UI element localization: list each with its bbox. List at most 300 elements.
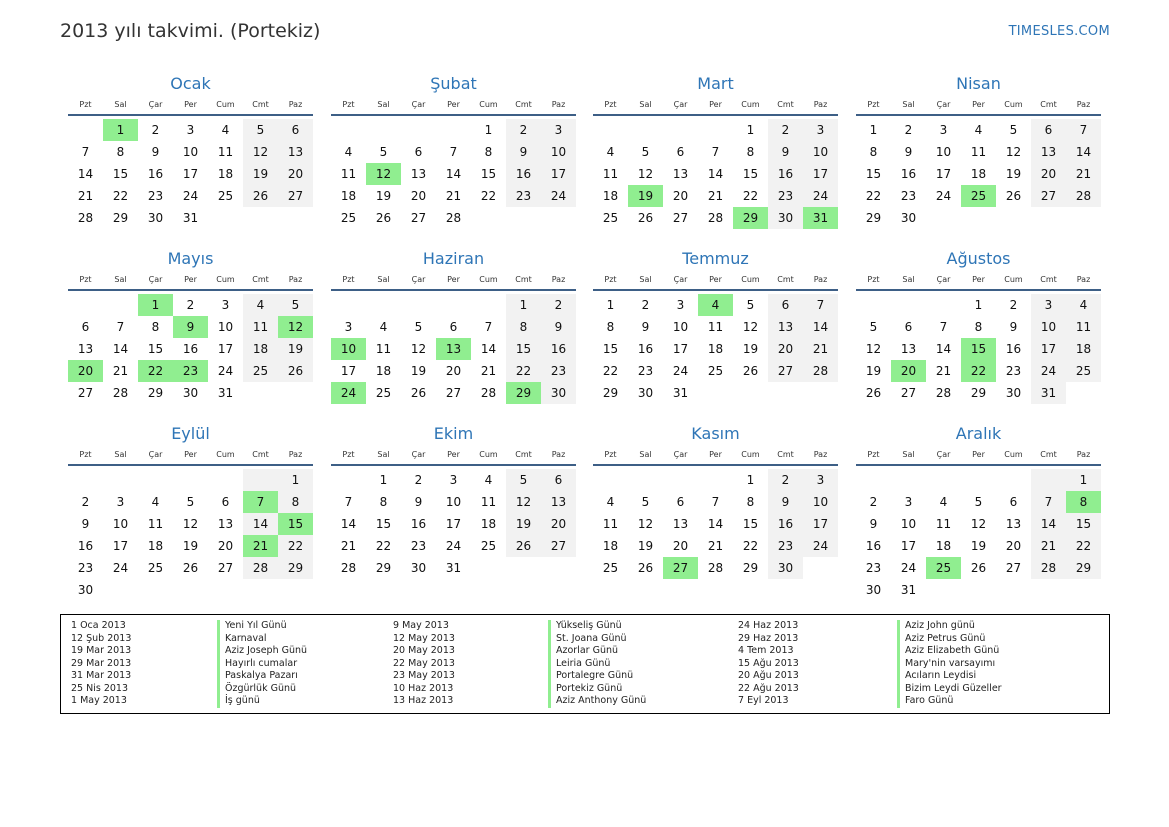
holiday-name: Paskalya Pazarı — [225, 670, 298, 681]
holiday-name: Yükseliş Günü — [556, 620, 622, 631]
day-cell: 26 — [375, 211, 392, 225]
day-cell: 7 — [81, 145, 90, 159]
day-cell: 16 — [147, 167, 164, 181]
day-cell: 3 — [186, 123, 195, 137]
day-cell: 25 — [602, 561, 619, 575]
empty-cell — [68, 119, 103, 141]
day-cell: 14 — [1066, 141, 1101, 163]
day-cell: 13 — [217, 517, 234, 531]
day-cell: 31 — [900, 583, 917, 597]
holiday-name: Karnaval — [225, 632, 267, 644]
empty-cell — [803, 557, 838, 579]
day-cell: 12 — [970, 517, 987, 531]
day-cell: 14 — [77, 167, 94, 181]
holiday-date: 4 Tem 2013 — [738, 645, 794, 656]
day-cell: 18 — [340, 189, 357, 203]
day-cell: 28 — [243, 557, 278, 579]
day-cell: 27 — [278, 185, 313, 207]
day-cell: 3 — [803, 469, 838, 491]
day-cell: 5 — [186, 495, 195, 509]
day-cell: 2 — [414, 473, 423, 487]
day-cell: 10 — [445, 495, 462, 509]
day-cell: 18 — [217, 167, 234, 181]
empty-cell — [961, 469, 996, 491]
empty-cell — [768, 382, 803, 404]
day-cell: 1 — [278, 469, 313, 491]
month-1 — [68, 73, 313, 229]
day-cell: 14 — [445, 167, 462, 181]
weekday-label: Çar — [673, 450, 688, 459]
day-cell: 11 — [243, 316, 278, 338]
weekday-label: Sal — [114, 450, 127, 459]
day-cell: 4 — [243, 294, 278, 316]
day-cell: 6 — [541, 469, 576, 491]
weekday-label: Cum — [216, 100, 235, 109]
day-cell: 18 — [970, 167, 987, 181]
day-cell: 23 — [637, 364, 654, 378]
day-cell: 27 — [900, 386, 917, 400]
day-cell: 22 — [506, 360, 541, 382]
month-name: Mayıs — [167, 249, 214, 268]
holiday-date: 23 May 2013 — [393, 670, 455, 681]
day-cell: 23 — [865, 561, 882, 575]
weekday-label: Pzt — [604, 450, 617, 459]
day-cell: 9 — [541, 316, 576, 338]
day-cell: 4 — [484, 473, 493, 487]
day-cell: 7 — [803, 294, 838, 316]
day-cell: 14 — [243, 513, 278, 535]
weekday-label: Çar — [936, 100, 951, 109]
weekday-label: Sal — [902, 100, 915, 109]
day-cell: 30 — [637, 386, 654, 400]
holiday-day-cell: 8 — [1066, 491, 1101, 513]
day-cell: 14 — [935, 342, 952, 356]
day-cell: 29 — [375, 561, 392, 575]
day-cell: 28 — [77, 211, 94, 225]
day-cell: 25 — [375, 386, 392, 400]
day-cell: 12 — [410, 342, 427, 356]
day-cell: 24 — [112, 561, 129, 575]
day-cell: 15 — [147, 342, 164, 356]
empty-cell — [1066, 382, 1101, 404]
day-cell: 19 — [742, 342, 759, 356]
month-name: Temmuz — [682, 249, 749, 268]
day-cell: 27 — [217, 561, 234, 575]
weekday-label: Cum — [1004, 450, 1023, 459]
day-cell: 16 — [900, 167, 917, 181]
holiday-name: Aziz Anthony Günü — [556, 695, 647, 706]
day-cell: 14 — [112, 342, 129, 356]
weekday-label: Per — [972, 100, 985, 109]
day-cell: 27 — [1031, 185, 1066, 207]
day-cell: 30 — [768, 557, 803, 579]
holiday-name: Hayırlı cumalar — [225, 657, 298, 669]
day-cell: 3 — [803, 119, 838, 141]
day-cell: 24 — [803, 185, 838, 207]
day-cell: 10 — [803, 491, 838, 513]
day-cell: 31 — [672, 386, 689, 400]
day-cell: 9 — [414, 495, 423, 509]
day-cell: 29 — [112, 211, 129, 225]
day-cell: 27 — [768, 360, 803, 382]
day-cell: 16 — [506, 163, 541, 185]
day-cell: 21 — [445, 189, 462, 203]
day-cell: 5 — [1009, 123, 1018, 137]
weekday-label: Cum — [479, 275, 498, 284]
day-cell: 3 — [541, 119, 576, 141]
day-cell: 17 — [672, 342, 689, 356]
holiday-day-cell: 24 — [331, 382, 366, 404]
day-cell: 13 — [900, 342, 917, 356]
day-cell: 26 — [182, 561, 199, 575]
weekday-label: Per — [972, 450, 985, 459]
weekday-label: Cmt — [252, 450, 269, 459]
day-cell: 19 — [506, 513, 541, 535]
holiday-day-cell: 23 — [173, 360, 208, 382]
weekday-label: Paz — [551, 450, 566, 459]
day-cell: 23 — [147, 189, 164, 203]
day-cell: 18 — [375, 364, 392, 378]
day-cell: 9 — [869, 517, 878, 531]
weekday-label: Cum — [741, 275, 760, 284]
weekday-label: Cmt — [515, 275, 532, 284]
day-cell: 12 — [742, 320, 759, 334]
holiday-date: 25 Nis 2013 — [71, 682, 128, 694]
day-grid — [593, 469, 838, 579]
empty-cell — [1066, 207, 1101, 229]
weekday-label: Paz — [1076, 275, 1091, 284]
holiday-name: Faro Günü — [905, 695, 954, 706]
day-cell: 1 — [379, 473, 388, 487]
weekday-header — [68, 446, 313, 466]
day-cell: 18 — [480, 517, 497, 531]
day-cell: 4 — [1066, 294, 1101, 316]
day-cell: 12 — [637, 517, 654, 531]
day-cell: 10 — [935, 145, 952, 159]
holiday-name: Acıların Leydisi — [905, 670, 977, 681]
weekday-label: Cum — [479, 100, 498, 109]
weekday-label: Cum — [741, 100, 760, 109]
holiday-day-cell: 19 — [628, 185, 663, 207]
holiday-day-cell: 15 — [278, 513, 313, 535]
day-cell: 26 — [1005, 189, 1022, 203]
day-cell: 1 — [746, 123, 755, 137]
day-cell: 7 — [116, 320, 125, 334]
day-cell: 28 — [340, 561, 357, 575]
day-cell: 23 — [768, 185, 803, 207]
day-cell: 20 — [672, 539, 689, 553]
holiday-date: 22 May 2013 — [393, 657, 455, 669]
empty-cell — [961, 207, 996, 229]
day-cell: 16 — [541, 338, 576, 360]
day-cell: 30 — [900, 211, 917, 225]
month-2 — [331, 73, 576, 229]
day-cell: 25 — [602, 211, 619, 225]
day-cell: 10 — [1031, 316, 1066, 338]
day-cell: 18 — [1066, 338, 1101, 360]
day-cell: 26 — [742, 364, 759, 378]
day-grid — [68, 294, 313, 404]
day-cell: 8 — [379, 495, 388, 509]
month-7 — [593, 248, 838, 404]
weekday-header — [331, 446, 576, 466]
holiday-day-cell: 15 — [961, 338, 996, 360]
day-cell: 23 — [1005, 364, 1022, 378]
weekday-label: Cum — [1004, 275, 1023, 284]
holiday-date: 22 Ağu 2013 — [738, 682, 799, 694]
holiday-name: Leiria Günü — [556, 657, 611, 669]
day-cell: 1 — [746, 473, 755, 487]
weekday-header — [593, 96, 838, 116]
day-cell: 10 — [900, 517, 917, 531]
weekday-label: Paz — [288, 100, 303, 109]
month-name: Ocak — [170, 74, 211, 93]
day-cell: 26 — [637, 211, 654, 225]
month-name: Mart — [697, 74, 734, 93]
weekday-label: Çar — [673, 100, 688, 109]
holiday-name: İş günü — [225, 695, 260, 706]
day-cell: 16 — [637, 342, 654, 356]
empty-cell — [173, 469, 208, 491]
empty-cell — [698, 382, 733, 404]
empty-cell — [278, 207, 313, 229]
holiday-name: Portekiz Günü — [556, 682, 623, 694]
day-cell: 21 — [803, 338, 838, 360]
day-cell: 23 — [541, 360, 576, 382]
holiday-date: 29 Haz 2013 — [738, 632, 799, 644]
holiday-day-cell: 20 — [68, 360, 103, 382]
day-cell: 26 — [278, 360, 313, 382]
holiday-day-cell: 1 — [138, 294, 173, 316]
day-cell: 15 — [602, 342, 619, 356]
day-cell: 20 — [410, 189, 427, 203]
empty-cell — [366, 119, 401, 141]
empty-cell — [436, 119, 471, 141]
empty-cell — [856, 294, 891, 316]
holiday-date: 15 Ağu 2013 — [738, 657, 799, 669]
day-cell: 8 — [974, 320, 983, 334]
weekday-label: Cmt — [252, 100, 269, 109]
day-cell: 18 — [602, 539, 619, 553]
empty-cell — [506, 557, 541, 579]
weekday-header — [856, 446, 1101, 466]
day-cell: 1 — [1066, 469, 1101, 491]
day-cell: 15 — [506, 338, 541, 360]
day-grid — [593, 119, 838, 229]
empty-cell — [331, 294, 366, 316]
day-cell: 22 — [742, 189, 759, 203]
holiday-day-cell: 22 — [138, 360, 173, 382]
day-cell: 16 — [1005, 342, 1022, 356]
weekday-label: Paz — [551, 100, 566, 109]
day-cell: 9 — [904, 145, 913, 159]
day-cell: 2 — [506, 119, 541, 141]
empty-cell — [1031, 469, 1066, 491]
day-cell: 8 — [116, 145, 125, 159]
day-cell: 15 — [742, 167, 759, 181]
site-brand-link[interactable]: TIMESLES.COM — [1008, 24, 1110, 39]
weekday-label: Cmt — [515, 100, 532, 109]
day-cell: 23 — [506, 185, 541, 207]
day-cell: 20 — [217, 539, 234, 553]
day-cell: 6 — [1031, 119, 1066, 141]
day-cell: 30 — [768, 207, 803, 229]
day-cell: 17 — [900, 539, 917, 553]
day-cell: 21 — [340, 539, 357, 553]
day-cell: 16 — [182, 342, 199, 356]
weekday-label: Per — [184, 450, 197, 459]
month-9 — [68, 423, 313, 601]
day-cell: 25 — [480, 539, 497, 553]
weekday-label: Paz — [813, 450, 828, 459]
day-cell: 17 — [1031, 338, 1066, 360]
day-cell: 26 — [506, 535, 541, 557]
day-cell: 11 — [1066, 316, 1101, 338]
day-cell: 19 — [865, 364, 882, 378]
empty-cell — [541, 207, 576, 229]
day-cell: 11 — [375, 342, 392, 356]
holiday-name: Portalegre Günü — [556, 670, 634, 681]
empty-cell — [243, 579, 278, 601]
empty-cell — [663, 469, 698, 491]
day-cell: 12 — [1005, 145, 1022, 159]
day-cell: 3 — [221, 298, 230, 312]
day-cell: 26 — [637, 561, 654, 575]
day-cell: 28 — [707, 211, 724, 225]
weekday-label: Cmt — [1040, 450, 1057, 459]
day-cell: 27 — [410, 211, 427, 225]
holiday-names-column — [217, 620, 307, 708]
day-cell: 1 — [606, 298, 615, 312]
day-cell: 2 — [869, 495, 878, 509]
day-cell: 30 — [182, 386, 199, 400]
day-cell: 15 — [112, 167, 129, 181]
month-name: Ağustos — [946, 249, 1011, 268]
day-cell: 10 — [672, 320, 689, 334]
day-cell: 15 — [375, 517, 392, 531]
day-cell: 5 — [278, 294, 313, 316]
day-cell: 22 — [278, 535, 313, 557]
day-cell: 2 — [768, 119, 803, 141]
empty-cell — [1031, 579, 1066, 601]
empty-cell — [1031, 207, 1066, 229]
day-cell: 29 — [970, 386, 987, 400]
day-cell: 12 — [865, 342, 882, 356]
day-cell: 29 — [602, 386, 619, 400]
day-cell: 4 — [221, 123, 230, 137]
holiday-names-column — [548, 620, 646, 708]
day-cell: 6 — [1009, 495, 1018, 509]
day-grid — [593, 294, 838, 404]
day-cell: 20 — [541, 513, 576, 535]
day-cell: 12 — [243, 141, 278, 163]
day-cell: 16 — [768, 163, 803, 185]
day-cell: 19 — [410, 364, 427, 378]
weekday-label: Sal — [902, 275, 915, 284]
day-cell: 7 — [1066, 119, 1101, 141]
weekday-label: Pzt — [79, 450, 92, 459]
day-cell: 21 — [1066, 163, 1101, 185]
day-cell: 22 — [480, 189, 497, 203]
day-cell: 20 — [768, 338, 803, 360]
day-cell: 8 — [151, 320, 160, 334]
weekday-label: Per — [184, 275, 197, 284]
day-grid — [331, 119, 576, 229]
empty-cell — [103, 294, 138, 316]
day-cell: 2 — [641, 298, 650, 312]
weekday-label: Çar — [148, 275, 163, 284]
empty-cell — [243, 382, 278, 404]
empty-cell — [506, 207, 541, 229]
day-cell: 6 — [221, 495, 230, 509]
day-cell: 19 — [637, 539, 654, 553]
day-cell: 16 — [410, 517, 427, 531]
day-grid — [331, 469, 576, 579]
empty-cell — [926, 579, 961, 601]
day-cell: 9 — [768, 141, 803, 163]
day-cell: 19 — [970, 539, 987, 553]
holiday-day-cell: 4 — [698, 294, 733, 316]
day-cell: 17 — [935, 167, 952, 181]
month-10 — [331, 423, 576, 579]
empty-cell — [471, 557, 506, 579]
day-cell: 15 — [1066, 513, 1101, 535]
empty-cell — [138, 579, 173, 601]
weekday-label: Per — [184, 100, 197, 109]
empty-cell — [103, 579, 138, 601]
day-cell: 15 — [480, 167, 497, 181]
day-cell: 24 — [1031, 360, 1066, 382]
day-cell: 4 — [939, 495, 948, 509]
day-cell: 29 — [865, 211, 882, 225]
weekday-label: Cum — [1004, 100, 1023, 109]
weekday-header — [593, 271, 838, 291]
day-cell: 11 — [217, 145, 234, 159]
day-cell: 28 — [112, 386, 129, 400]
day-cell: 10 — [112, 517, 129, 531]
day-cell: 2 — [541, 294, 576, 316]
day-cell: 13 — [672, 167, 689, 181]
holiday-day-cell: 25 — [926, 557, 961, 579]
weekday-header — [331, 96, 576, 116]
holiday-names-column — [897, 620, 1002, 708]
weekday-header — [331, 271, 576, 291]
holiday-date: 1 Oca 2013 — [71, 620, 126, 631]
day-cell: 7 — [711, 495, 720, 509]
day-cell: 13 — [768, 316, 803, 338]
day-cell: 29 — [1066, 557, 1101, 579]
day-cell: 28 — [935, 386, 952, 400]
empty-cell — [331, 469, 366, 491]
day-cell: 27 — [77, 386, 94, 400]
weekday-label: Sal — [114, 275, 127, 284]
day-cell: 24 — [541, 185, 576, 207]
day-cell: 30 — [865, 583, 882, 597]
day-cell: 17 — [112, 539, 129, 553]
empty-cell — [698, 119, 733, 141]
weekday-label: Pzt — [79, 275, 92, 284]
weekday-label: Cum — [741, 450, 760, 459]
weekday-label: Paz — [1076, 100, 1091, 109]
day-cell: 21 — [480, 364, 497, 378]
holiday-day-cell: 29 — [506, 382, 541, 404]
day-grid — [856, 294, 1101, 404]
holiday-dates-column — [71, 620, 131, 708]
empty-cell — [541, 557, 576, 579]
month-11 — [593, 423, 838, 579]
holiday-day-cell: 12 — [278, 316, 313, 338]
holiday-date: 9 May 2013 — [393, 620, 449, 631]
